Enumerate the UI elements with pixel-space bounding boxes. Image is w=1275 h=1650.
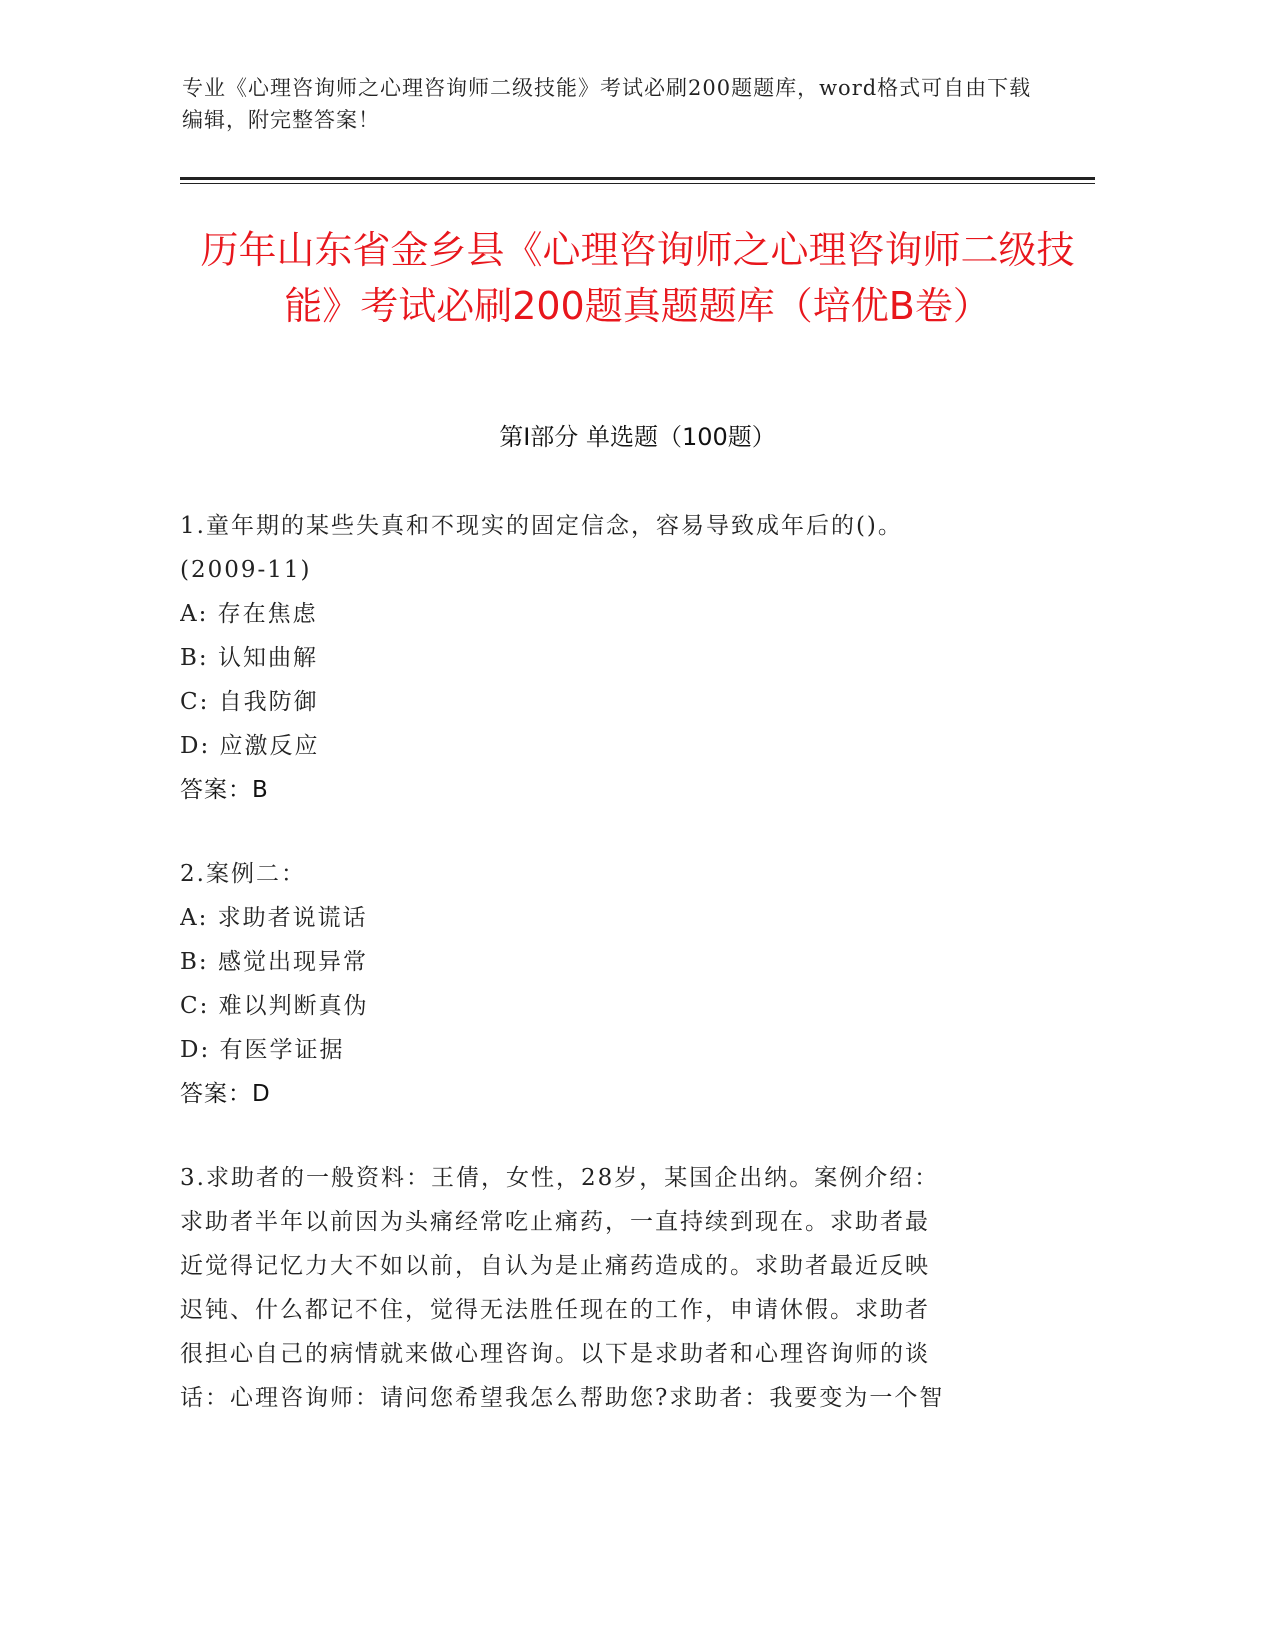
question-3-line: 求助者半年以前因为头痛经常吃止痛药，一直持续到现在。求助者最 [180,1209,930,1235]
question-2-stem: 2.案例二： [180,861,306,887]
header-note: 专业《心理咨询师之心理咨询师二级技能》考试必刷200题题库，word格式可自由下载编辑，附完整答案！ [182,76,1032,132]
question-1-option-b: B: 认知曲解 [180,645,318,671]
question-2 [180,852,1050,1116]
question-3-line: 话：心理咨询师：请问您希望我怎么帮助您?求助者：我要变为一个智 [180,1385,945,1411]
question-1-option-c: C: 自我防御 [180,689,319,715]
question-3-line: 迟钝、什么都记不住，觉得无法胜任现在的工作，申请休假。求助者 [180,1297,930,1323]
question-1-stem: 1.童年期的某些失真和不现实的固定信念，容易导致成年后的()。 [180,513,903,539]
header-divider-thin [180,183,1095,184]
question-1-option-a: A: 存在焦虑 [180,601,318,627]
question-1-option-d: D: 应激反应 [180,733,320,759]
question-3-line: 近觉得记忆力大不如以前，自认为是止痛药造成的。求助者最近反映 [180,1253,930,1279]
question-2-option-c: C: 难以判断真伪 [180,993,369,1019]
question-1-answer: 答案：B [180,777,269,803]
question-3-line: 3.求助者的一般资料：王倩，女性，28岁，某国企出纳。案例介绍： [180,1165,940,1191]
header-divider-thick [180,177,1095,180]
question-2-option-b: B: 感觉出现异常 [180,949,368,975]
question-1 [180,504,1050,812]
question-3-line: 很担心自己的病情就来做心理咨询。以下是求助者和心理咨询师的谈 [180,1341,930,1367]
question-2-option-d: D: 有医学证据 [180,1037,345,1063]
section-heading: 第I部分 单选题（100题） [499,423,776,451]
question-3 [180,1156,1050,1420]
question-2-answer: 答案：D [180,1081,271,1107]
document-title: 历年山东省金乡县《心理咨询师之心理咨询师二级技能》考试必刷200题真题题库（培优B卷） [200,228,1075,328]
question-2-option-a: A: 求助者说谎话 [180,905,368,931]
question-1-stem-cont: (2009-11) [180,557,312,583]
